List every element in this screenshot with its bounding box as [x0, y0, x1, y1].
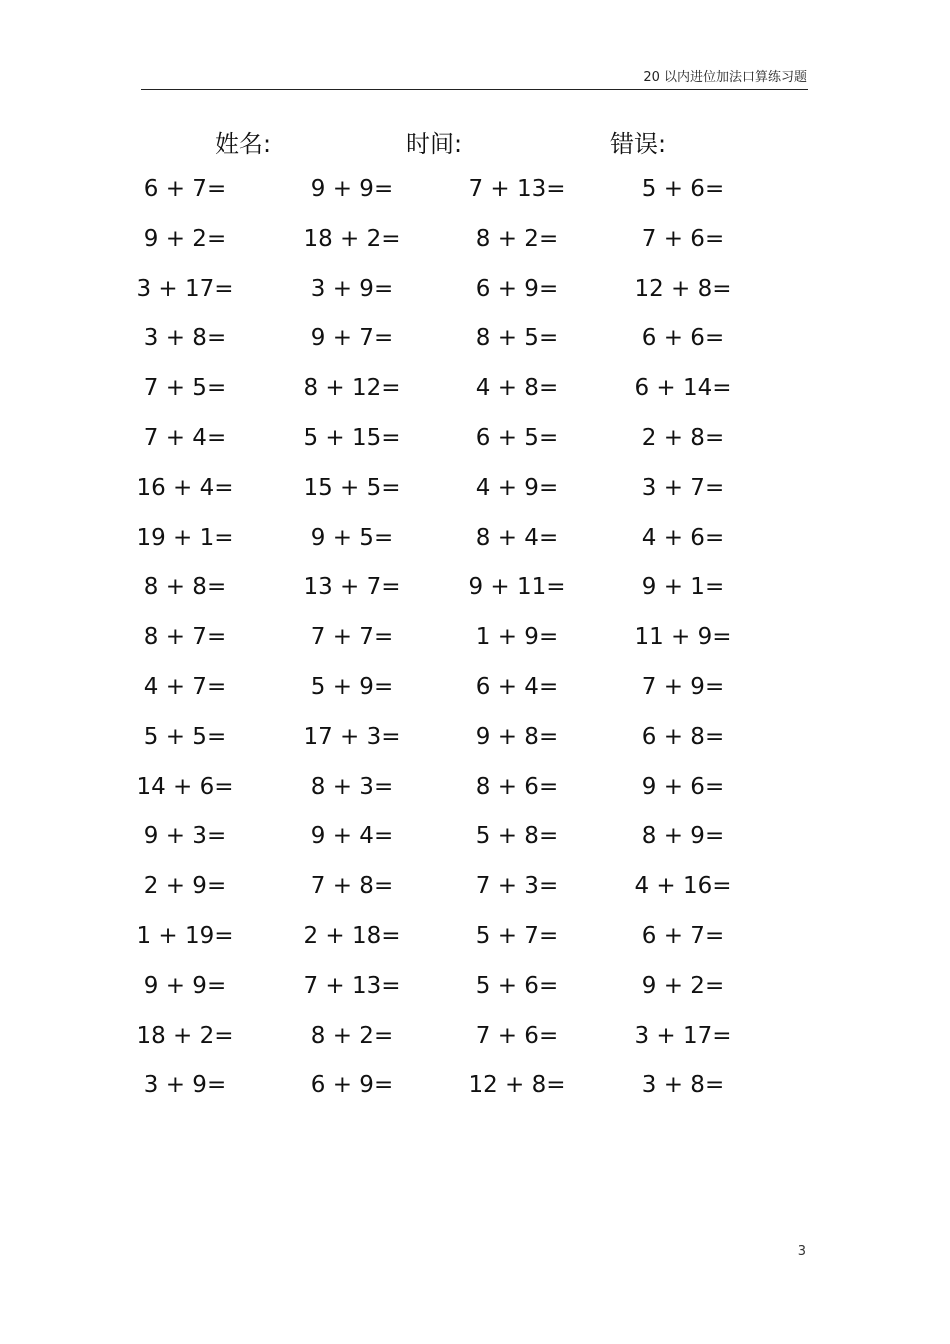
- page-number: 3: [797, 1244, 806, 1259]
- problem-item: 9 + 11=: [468, 574, 566, 601]
- problem-item: 9 + 5=: [310, 524, 394, 551]
- problem-item: 3 + 7=: [641, 474, 725, 501]
- problem-item: 4 + 7=: [143, 674, 227, 700]
- problem-item: 8 + 2=: [310, 1022, 394, 1049]
- problem-item: 9 + 6=: [641, 773, 725, 800]
- problem-item: 7 + 3=: [475, 873, 559, 900]
- problem-item: 7 + 7=: [310, 624, 394, 651]
- problem-item: 8 + 2=: [475, 225, 559, 252]
- problem-item: 4 + 16=: [634, 873, 732, 900]
- problem-item: 7 + 13=: [303, 972, 401, 999]
- problem-item: 14 + 6=: [136, 773, 234, 800]
- problem-item: 3 + 8=: [641, 1072, 725, 1099]
- problem-item: 6 + 4=: [475, 674, 559, 700]
- problem-item: 3 + 9=: [143, 1072, 227, 1099]
- problem-item: 13 + 7=: [303, 574, 401, 601]
- problem-item: 3 + 17=: [634, 1022, 732, 1049]
- problem-item: 7 + 6=: [641, 225, 725, 252]
- problem-item: 7 + 6=: [475, 1022, 559, 1049]
- problem-item: 4 + 9=: [475, 474, 559, 501]
- problem-item: 9 + 9=: [143, 972, 227, 999]
- problem-item: 8 + 12=: [303, 375, 401, 402]
- problem-item: 8 + 9=: [641, 823, 725, 850]
- problem-item: 7 + 5=: [143, 375, 227, 402]
- problem-item: 7 + 9=: [641, 674, 725, 700]
- problem-item: 5 + 9=: [310, 674, 394, 700]
- problem-item: 1 + 19=: [136, 923, 234, 949]
- problem-item: 16 + 4=: [136, 474, 234, 501]
- name-field-label: 姓名:: [215, 130, 272, 158]
- problem-item: 6 + 8=: [641, 723, 725, 750]
- problem-item: 2 + 8=: [641, 425, 725, 451]
- problem-item: 6 + 6=: [641, 325, 725, 352]
- problem-item: 5 + 6=: [475, 972, 559, 999]
- problem-item: 5 + 7=: [475, 923, 559, 949]
- problem-item: 9 + 2=: [641, 972, 725, 999]
- problem-item: 2 + 18=: [303, 923, 401, 949]
- problem-item: 9 + 8=: [475, 723, 559, 750]
- problem-item: 9 + 7=: [310, 325, 394, 352]
- problem-item: 9 + 3=: [143, 823, 227, 850]
- problem-item: 18 + 2=: [136, 1022, 234, 1049]
- problem-item: 8 + 3=: [310, 773, 394, 800]
- problem-item: 6 + 5=: [475, 425, 559, 451]
- problem-item: 5 + 8=: [475, 823, 559, 850]
- problem-item: 8 + 6=: [475, 773, 559, 800]
- problem-item: 11 + 9=: [634, 624, 732, 651]
- problem-item: 9 + 9=: [310, 176, 394, 202]
- problem-item: 9 + 1=: [641, 574, 725, 601]
- header-title: 20 以内进位加法口算练习题: [643, 70, 807, 85]
- problem-item: 8 + 5=: [475, 325, 559, 352]
- problem-item: 8 + 7=: [143, 624, 227, 651]
- problem-item: 5 + 6=: [641, 176, 725, 202]
- problem-item: 5 + 5=: [143, 723, 227, 750]
- problem-item: 6 + 7=: [641, 923, 725, 949]
- problem-item: 9 + 4=: [310, 823, 394, 850]
- problem-item: 8 + 4=: [475, 524, 559, 551]
- problem-item: 6 + 9=: [310, 1072, 394, 1099]
- problem-item: 3 + 8=: [143, 325, 227, 352]
- problem-item: 1 + 9=: [475, 624, 559, 651]
- problem-item: 15 + 5=: [303, 474, 401, 501]
- problem-item: 3 + 17=: [136, 275, 234, 302]
- problem-item: 12 + 8=: [468, 1072, 566, 1099]
- problem-item: 6 + 14=: [634, 375, 732, 402]
- time-field-label: 时间:: [406, 130, 463, 158]
- problem-item: 7 + 13=: [468, 176, 566, 202]
- problem-item: 8 + 8=: [143, 574, 227, 601]
- problem-item: 6 + 7=: [143, 176, 227, 202]
- problem-item: 5 + 15=: [303, 425, 401, 451]
- problem-item: 7 + 4=: [143, 425, 227, 451]
- problem-item: 12 + 8=: [634, 275, 732, 302]
- problem-item: 2 + 9=: [143, 873, 227, 900]
- problem-item: 6 + 9=: [475, 275, 559, 302]
- problem-item: 9 + 2=: [143, 225, 227, 252]
- problem-item: 19 + 1=: [136, 524, 234, 551]
- problem-item: 4 + 6=: [641, 524, 725, 551]
- problem-item: 7 + 8=: [310, 873, 394, 900]
- problem-item: 17 + 3=: [303, 723, 401, 750]
- problem-item: 3 + 9=: [310, 275, 394, 302]
- errors-field-label: 错误:: [610, 130, 667, 158]
- problem-item: 4 + 8=: [475, 375, 559, 402]
- problem-item: 18 + 2=: [303, 225, 401, 252]
